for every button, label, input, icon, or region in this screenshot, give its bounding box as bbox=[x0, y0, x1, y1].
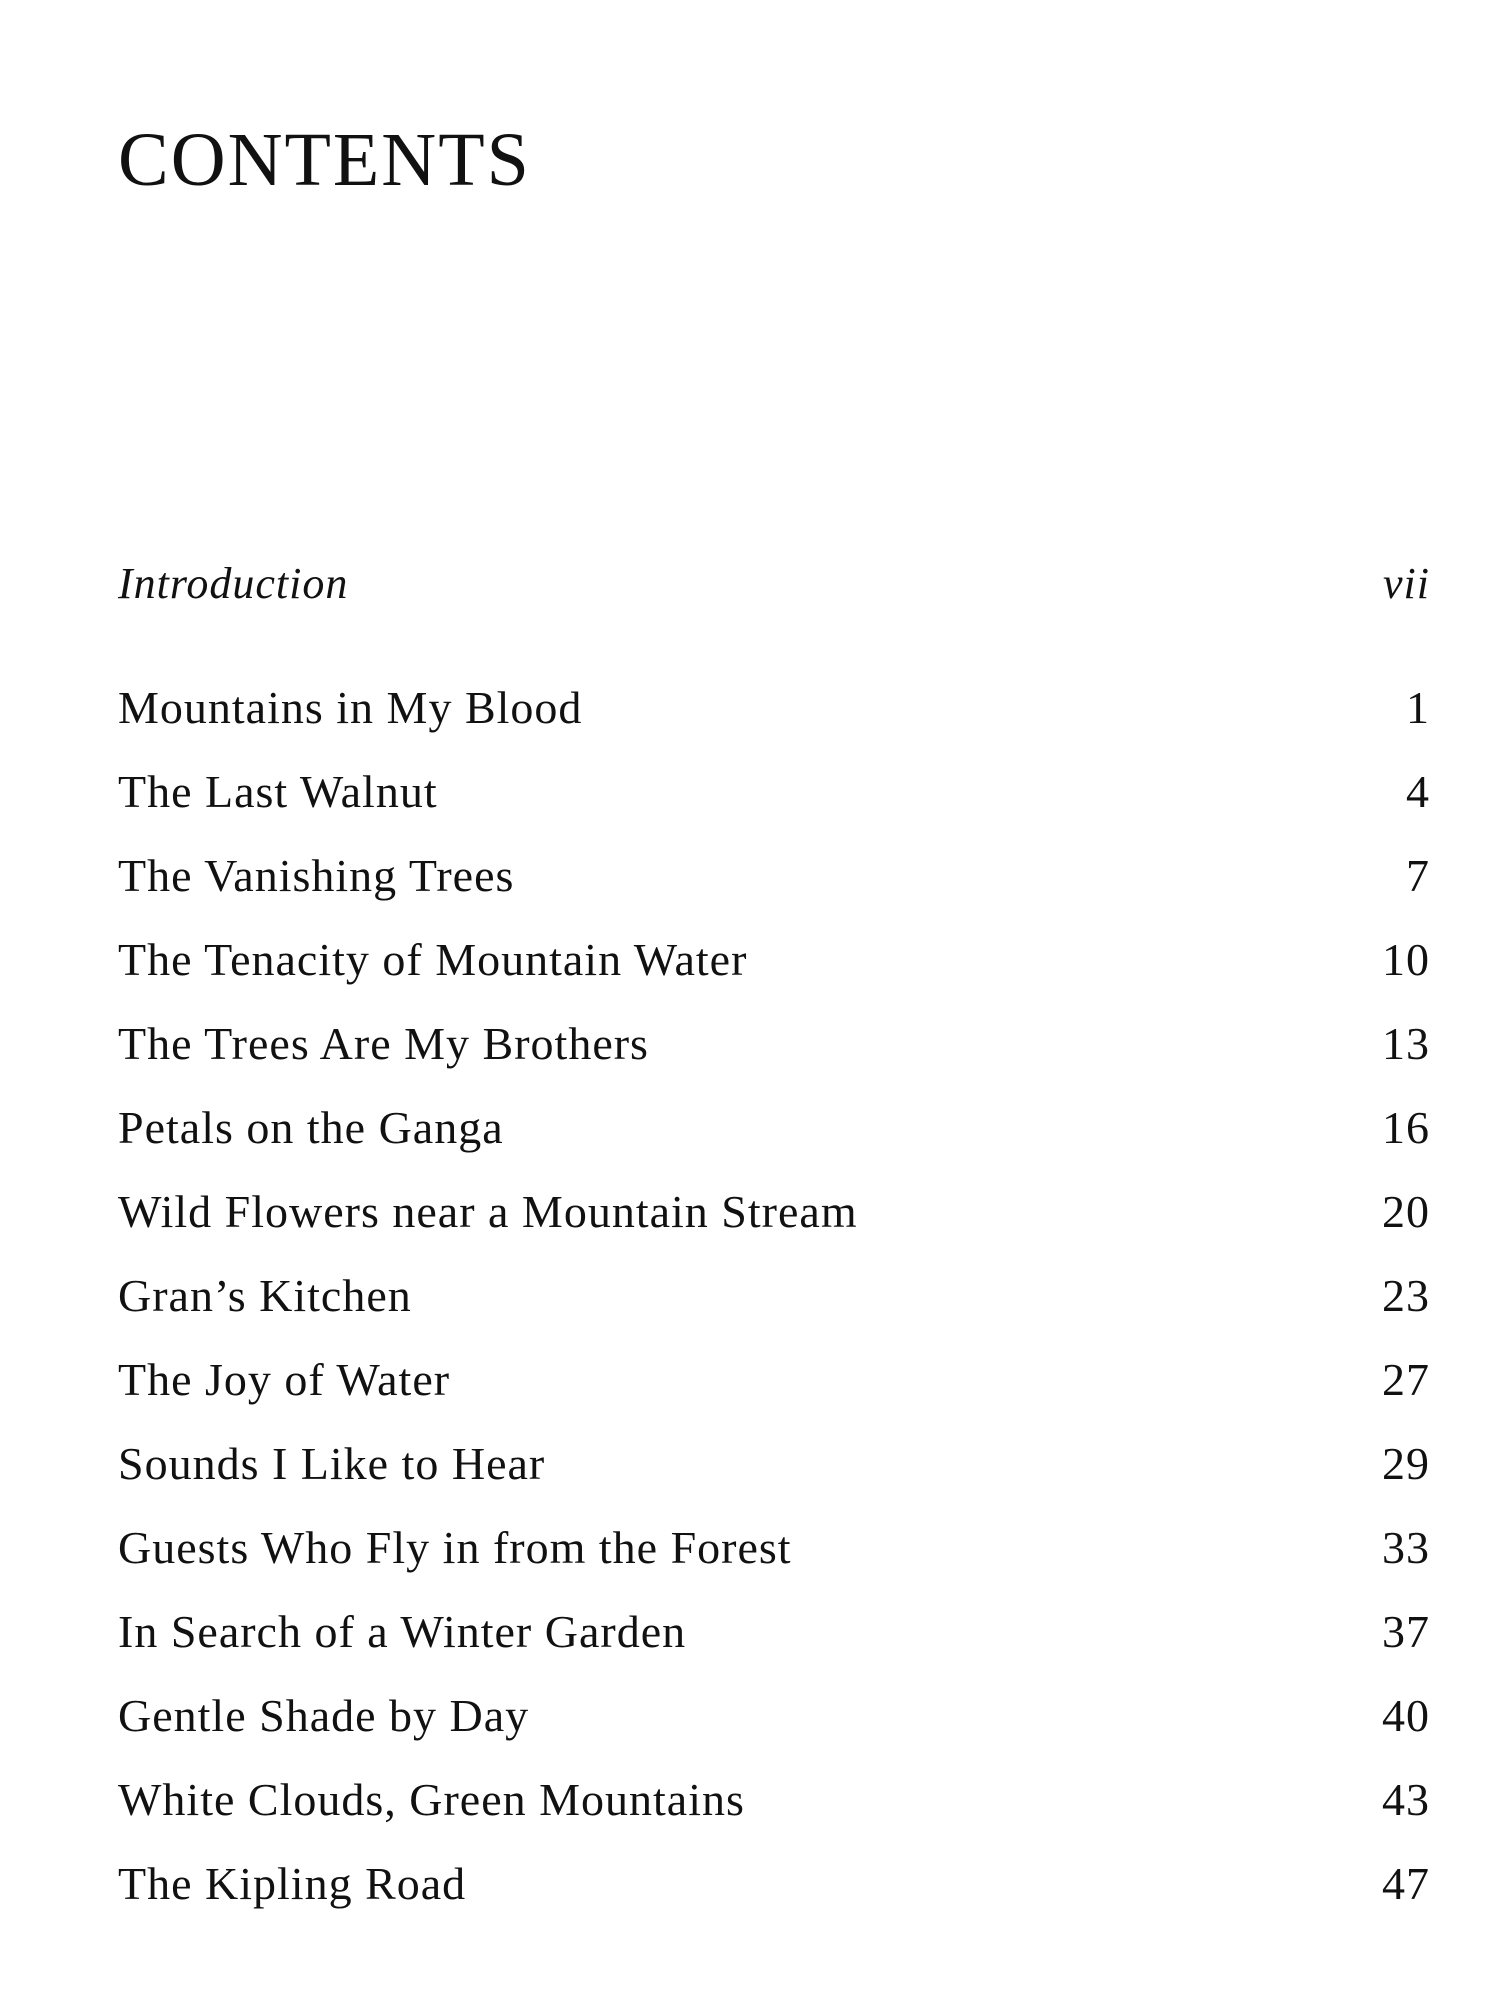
toc-entry-title: Wild Flowers near a Mountain Stream bbox=[118, 1186, 858, 1237]
toc-entry-page-number: 10 bbox=[1382, 934, 1430, 985]
toc-entry[interactable] bbox=[118, 1170, 1430, 1254]
toc-entry-title: Petals on the Ganga bbox=[118, 1102, 504, 1153]
toc-entry-title: Introduction bbox=[118, 559, 349, 608]
table-of-contents bbox=[118, 542, 1430, 1926]
toc-entry-title: White Clouds, Green Mountains bbox=[118, 1774, 745, 1825]
toc-entry-title: The Tenacity of Mountain Water bbox=[118, 934, 748, 985]
toc-entry-page-number: 7 bbox=[1406, 850, 1430, 901]
toc-entry[interactable] bbox=[118, 1506, 1430, 1590]
toc-entry[interactable] bbox=[118, 1254, 1430, 1338]
toc-entry-page-number: 20 bbox=[1382, 1186, 1430, 1237]
toc-entry-title: The Kipling Road bbox=[118, 1858, 467, 1909]
toc-entry-title: The Last Walnut bbox=[118, 766, 438, 817]
toc-entry[interactable] bbox=[118, 666, 1430, 750]
toc-entry-page-number: 47 bbox=[1382, 1858, 1430, 1909]
toc-entry-title: The Joy of Water bbox=[118, 1354, 451, 1405]
page-title: CONTENTS bbox=[118, 118, 531, 202]
toc-entry[interactable] bbox=[118, 1338, 1430, 1422]
toc-entry[interactable] bbox=[118, 1590, 1430, 1674]
toc-entry-title: Sounds I Like to Hear bbox=[118, 1438, 546, 1489]
toc-entry[interactable] bbox=[118, 918, 1430, 1002]
toc-entry-page-number: 29 bbox=[1382, 1438, 1430, 1489]
toc-entry-title: Mountains in My Blood bbox=[118, 682, 583, 733]
toc-entry-page-number: 33 bbox=[1382, 1522, 1430, 1573]
toc-entry-page-number: 37 bbox=[1382, 1606, 1430, 1657]
toc-entry-page-number: 27 bbox=[1382, 1354, 1430, 1405]
toc-entry[interactable] bbox=[118, 750, 1430, 834]
toc-entry[interactable] bbox=[118, 1842, 1430, 1926]
toc-entry-page-number: vii bbox=[1383, 559, 1430, 608]
toc-entry[interactable] bbox=[118, 1002, 1430, 1086]
toc-entry-title: Gentle Shade by Day bbox=[118, 1690, 530, 1741]
toc-entry-page-number: 16 bbox=[1382, 1102, 1430, 1153]
toc-entry-title: The Trees Are My Brothers bbox=[118, 1018, 649, 1069]
toc-entry-page-number: 4 bbox=[1406, 766, 1430, 817]
toc-entry[interactable] bbox=[118, 834, 1430, 918]
toc-entry-page-number: 43 bbox=[1382, 1774, 1430, 1825]
toc-entry-introduction[interactable] bbox=[118, 542, 1430, 626]
toc-entry-title: Guests Who Fly in from the Forest bbox=[118, 1522, 792, 1573]
toc-entry-title: In Search of a Winter Garden bbox=[118, 1606, 687, 1657]
toc-entry[interactable] bbox=[118, 1758, 1430, 1842]
toc-entry[interactable] bbox=[118, 1422, 1430, 1506]
toc-entry-title: The Vanishing Trees bbox=[118, 850, 515, 901]
toc-entry-page-number: 13 bbox=[1382, 1018, 1430, 1069]
toc-entry[interactable] bbox=[118, 1086, 1430, 1170]
toc-entry-page-number: 40 bbox=[1382, 1690, 1430, 1741]
toc-entry-page-number: 1 bbox=[1406, 682, 1430, 733]
toc-entry[interactable] bbox=[118, 1674, 1430, 1758]
toc-entry-title: Gran’s Kitchen bbox=[118, 1270, 412, 1321]
toc-entry-page-number: 23 bbox=[1382, 1270, 1430, 1321]
